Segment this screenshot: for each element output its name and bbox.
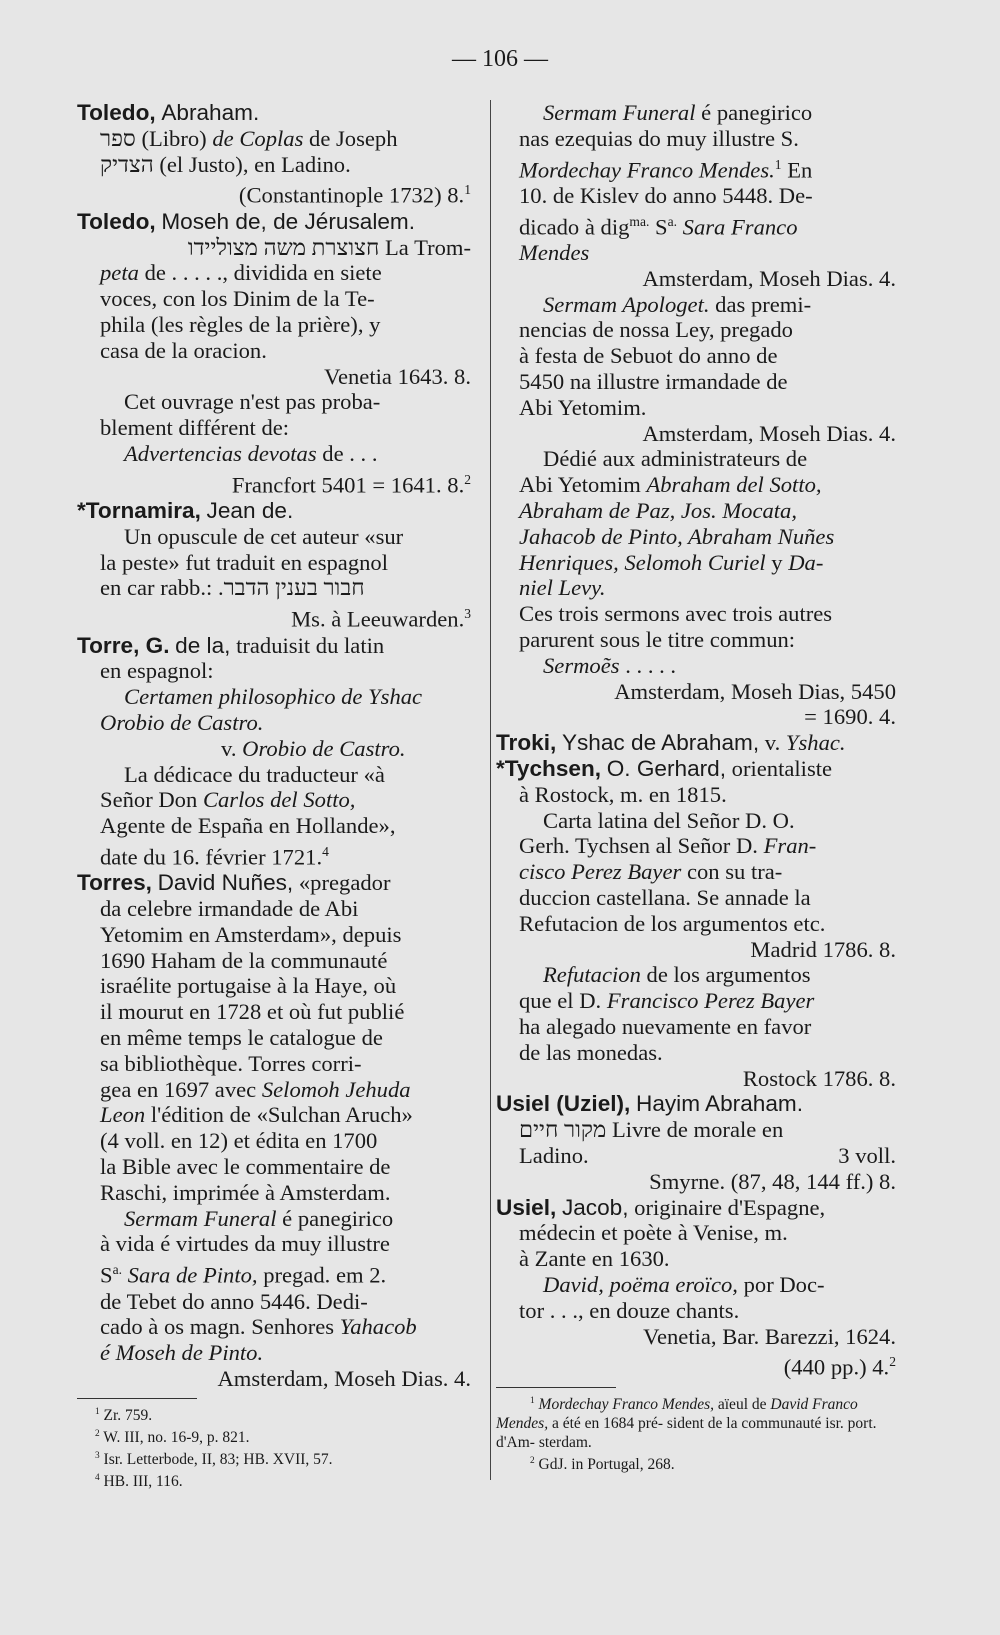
imprint: Venetia, Bar. Barezzi, 1624. <box>643 1323 896 1349</box>
imprint: Francfort 5401 = 1641. 8. <box>231 472 465 498</box>
imprint: (Constantinople 1732) 8. <box>238 182 465 208</box>
entry-usiel-hayim: Usiel (Uziel), Hayim Abraham. מקור חיים Livre de morale en Ladino. 3 voll. Smyrne. (87, 48, 144 ff.) 8. <box>496 1091 896 1194</box>
entry-toledo-abraham: Toledo, Abraham. ספר (Libro) de Coplas de Joseph הצדיק (el Justo), en Ladino. (Constantinople 1732) 8.$^1$ <box>77 100 471 208</box>
imprint: Amsterdam, Moseh Dias. 4. <box>642 420 896 446</box>
entry-sermam-apologet: Sermam Apologet. das premi- nencias de nossa Ley, pregado à festa de Sebuot do anno de 5450 na illustre irmandade de Abi Yetomim. Amsterdam, Moseh Dias. 4. Dédié aux administrateurs de Abi Yetomim Abraham del Sotto, Abraham de Paz, Jos. Mocata, Jahacob de Pinto, Abraham Nuñes Henriques, Selomoh Curiel y Da- niel Levy. Ces trois sermons avec trois autres parurent sous le titre commun: Sermoẽs . . . . . Amsterdam, Moseh Dias, 5450 = 1690. 4. <box>496 292 896 731</box>
footnote-ref: 4 <box>322 843 329 859</box>
right-column <box>496 100 896 1474</box>
entry-sermam-funeral: Sermam Funeral é panegirico nas ezequias do muy illustre S. Mordechay Franco Mendes.$^1$ En 10. de Kislev do anno 5448. De- dicado à dig$^{ma.}$ $S^{a.}$ Sara Franco Mendes Amsterdam, Moseh Dias. 4. <box>496 100 896 292</box>
imprint: Amsterdam, Moseh Dias. 4. <box>217 1365 471 1391</box>
entry-tornamira: *Tornamira, Jean de. Un opuscule de cet auteur «sur la peste» fut traduit en espagnol en car rabb.: חבור בענין הדבר. Ms. à Leeuwarden.$^3$ <box>77 498 471 632</box>
imprint: Madrid 1786. 8. <box>750 936 896 962</box>
footnote-ref: 3 <box>464 606 471 622</box>
entry-troki: Troki, Yshac de Abraham, v. Yshac. <box>496 730 846 756</box>
entry-tychsen: *Tychsen, O. Gerhard, orientaliste à Rostock, m. en 1815. Carta latina del Señor D. O. Gerh. Tychsen al Señor D. Fran- cisco Perez Bayer con su tra- duccion castellana. Se annade la Refutacion de los argumentos etc. Madrid 1786. 8. Refutacion de los argumentos que el D. Francisco Perez Bayer ha alegado nuevamente en favor de las monedas. Rostock 1786. 8. <box>496 755 896 1091</box>
imprint: Amsterdam, Moseh Dias. 4. <box>642 265 896 291</box>
footnote-ref: 2 <box>889 1354 896 1370</box>
footnote-rule <box>496 1387 616 1388</box>
page-number: — 106 — <box>452 46 548 72</box>
column-divider <box>490 100 491 1480</box>
entry-torre: Torre, G. de la, traduisit du latin en espagnol: Certamen philosophico de Yshac Orobio de Castro. v. Orobio de Castro. La dédicace du traducteur «à Señor Don Carlos del Sotto, Agente de España en Hollande», date du 16. février 1721.$^4$ <box>77 632 423 870</box>
imprint: Smyrne. (87, 48, 144 ff.) 8. <box>649 1168 896 1194</box>
entry-torres: Torres, David Nuñes, «pregador da celebre irmandade de Abi Yetomim en Amsterdam», depuis 1690 Haham de la communauté israélite portugaise à la Haye, où il mourut en 1728 et où fut publié en même temps le catalogue de sa bibliothèque. Torres corri- gea en 1697 avec Selomoh Jehuda Leon l'édition de «Sulchan Aruch» (4 voll. en 12) et édita en 1700 la Bible avec le commentaire de Raschi, imprimée à Amsterdam. Sermam Funeral é panegirico à vida é virtudes da muy illustre $S^{a.}$ Sara de Pinto, pregad. em 2. de Tebet do anno 5446. Dedi- cado à os magn. Senhores Yahacob é Moseh de Pinto. Amsterdam, Moseh Dias. 4. <box>77 870 471 1391</box>
entry-toledo-moseh: Toledo, Moseh de, de Jérusalem. חצוצרת משה מצוליידו La Trom- peta de . . . . ., dividida en siete voces, con los Dinim de la Te- phila (les règles de la prière), y casa de la oracion. Venetia 1643. 8. Cet ouvrage n'est pas proba- blement différent de: Advertencias devotas de . . . Francfort 5401 = 1641. 8.$^2$ <box>77 208 471 498</box>
left-column <box>77 100 471 1491</box>
footnote-ref: 2 <box>464 471 471 487</box>
footnote-rule <box>77 1398 197 1399</box>
imprint: Venetia 1643. 8. <box>324 363 471 389</box>
entry-usiel-jacob: Usiel, Jacob, originaire d'Espagne, médecin et poète à Venise, m. à Zante en 1630. David, poëma eroïco, por Doc- tor . . ., en douze chants. Venetia, Bar. Barezzi, 1624. (440 pp.) 4.$^2$ <box>496 1194 896 1380</box>
footnote-ref: 1 <box>774 156 782 172</box>
footnote-ref: 1 <box>464 182 471 198</box>
footnotes-right: $^1$ Mordechay Franco Mendes, aïeul de David Franco Mendes, a été en 1684 pré- sident de la communauté isr. port. d'Am- sterdam. $^2$ GdJ. in Portugal, 268. <box>496 1395 877 1473</box>
imprint: Amsterdam, Moseh Dias, 5450 <box>614 678 896 704</box>
imprint: Rostock 1786. 8. <box>742 1065 896 1091</box>
footnotes-left: $^1$ Zr. 759. $^2$ W. III, no. 16-9, p. 821. $^3$ Isr. Letterbode, II, 83; HB. XVII, 57. $^4$ HB. III, 116. <box>95 1406 333 1491</box>
